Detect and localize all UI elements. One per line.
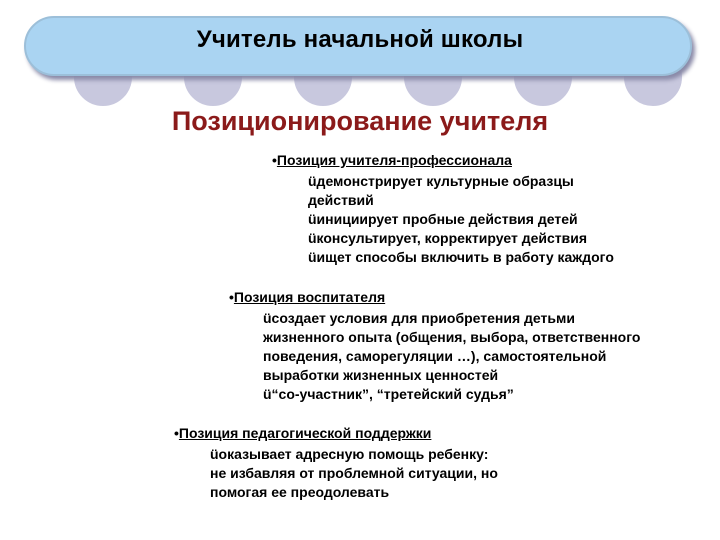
list-item: выработки жизненных ценностей bbox=[263, 367, 499, 383]
section-title-text: Позиция воспитателя bbox=[233, 289, 386, 305]
section-title-text: Позиция педагогической поддержки bbox=[178, 425, 432, 441]
list-item: помогая ее преодолевать bbox=[210, 484, 390, 500]
section-title-educator bbox=[229, 289, 385, 305]
section-title-professional bbox=[272, 152, 512, 168]
page-heading: Позиционирование учителя bbox=[171, 106, 549, 136]
list-item: жизненного опыта (общения, выбора, ответственного bbox=[263, 329, 641, 345]
list-item: не избавляя от проблемной ситуации, но bbox=[210, 465, 498, 481]
bullet: • bbox=[229, 289, 234, 305]
bullet: • bbox=[272, 152, 277, 168]
section-title-support bbox=[174, 425, 431, 441]
list-item: üдемонстрирует культурные образцы bbox=[308, 173, 574, 189]
list-item: üинициирует пробные действия детей bbox=[308, 211, 578, 227]
list-item: действий bbox=[308, 192, 374, 208]
list-item: ü“со-участник”, “третейский судья” bbox=[263, 386, 514, 402]
banner-title: Учитель начальной школы bbox=[196, 26, 524, 53]
list-item: üконсультирует, корректирует действия bbox=[308, 230, 588, 246]
list-item: üоказывает адресную помощь ребенку: bbox=[210, 446, 489, 462]
list-item: поведения, саморегуляции …), самостоятельной bbox=[263, 348, 607, 364]
section-title-text: Позиция учителя-профессионала bbox=[276, 152, 512, 168]
list-item: üищет способы включить в работу каждого bbox=[308, 249, 614, 265]
bullet: • bbox=[174, 425, 179, 441]
list-item: üсоздает условия для приобретения детьми bbox=[263, 310, 575, 326]
